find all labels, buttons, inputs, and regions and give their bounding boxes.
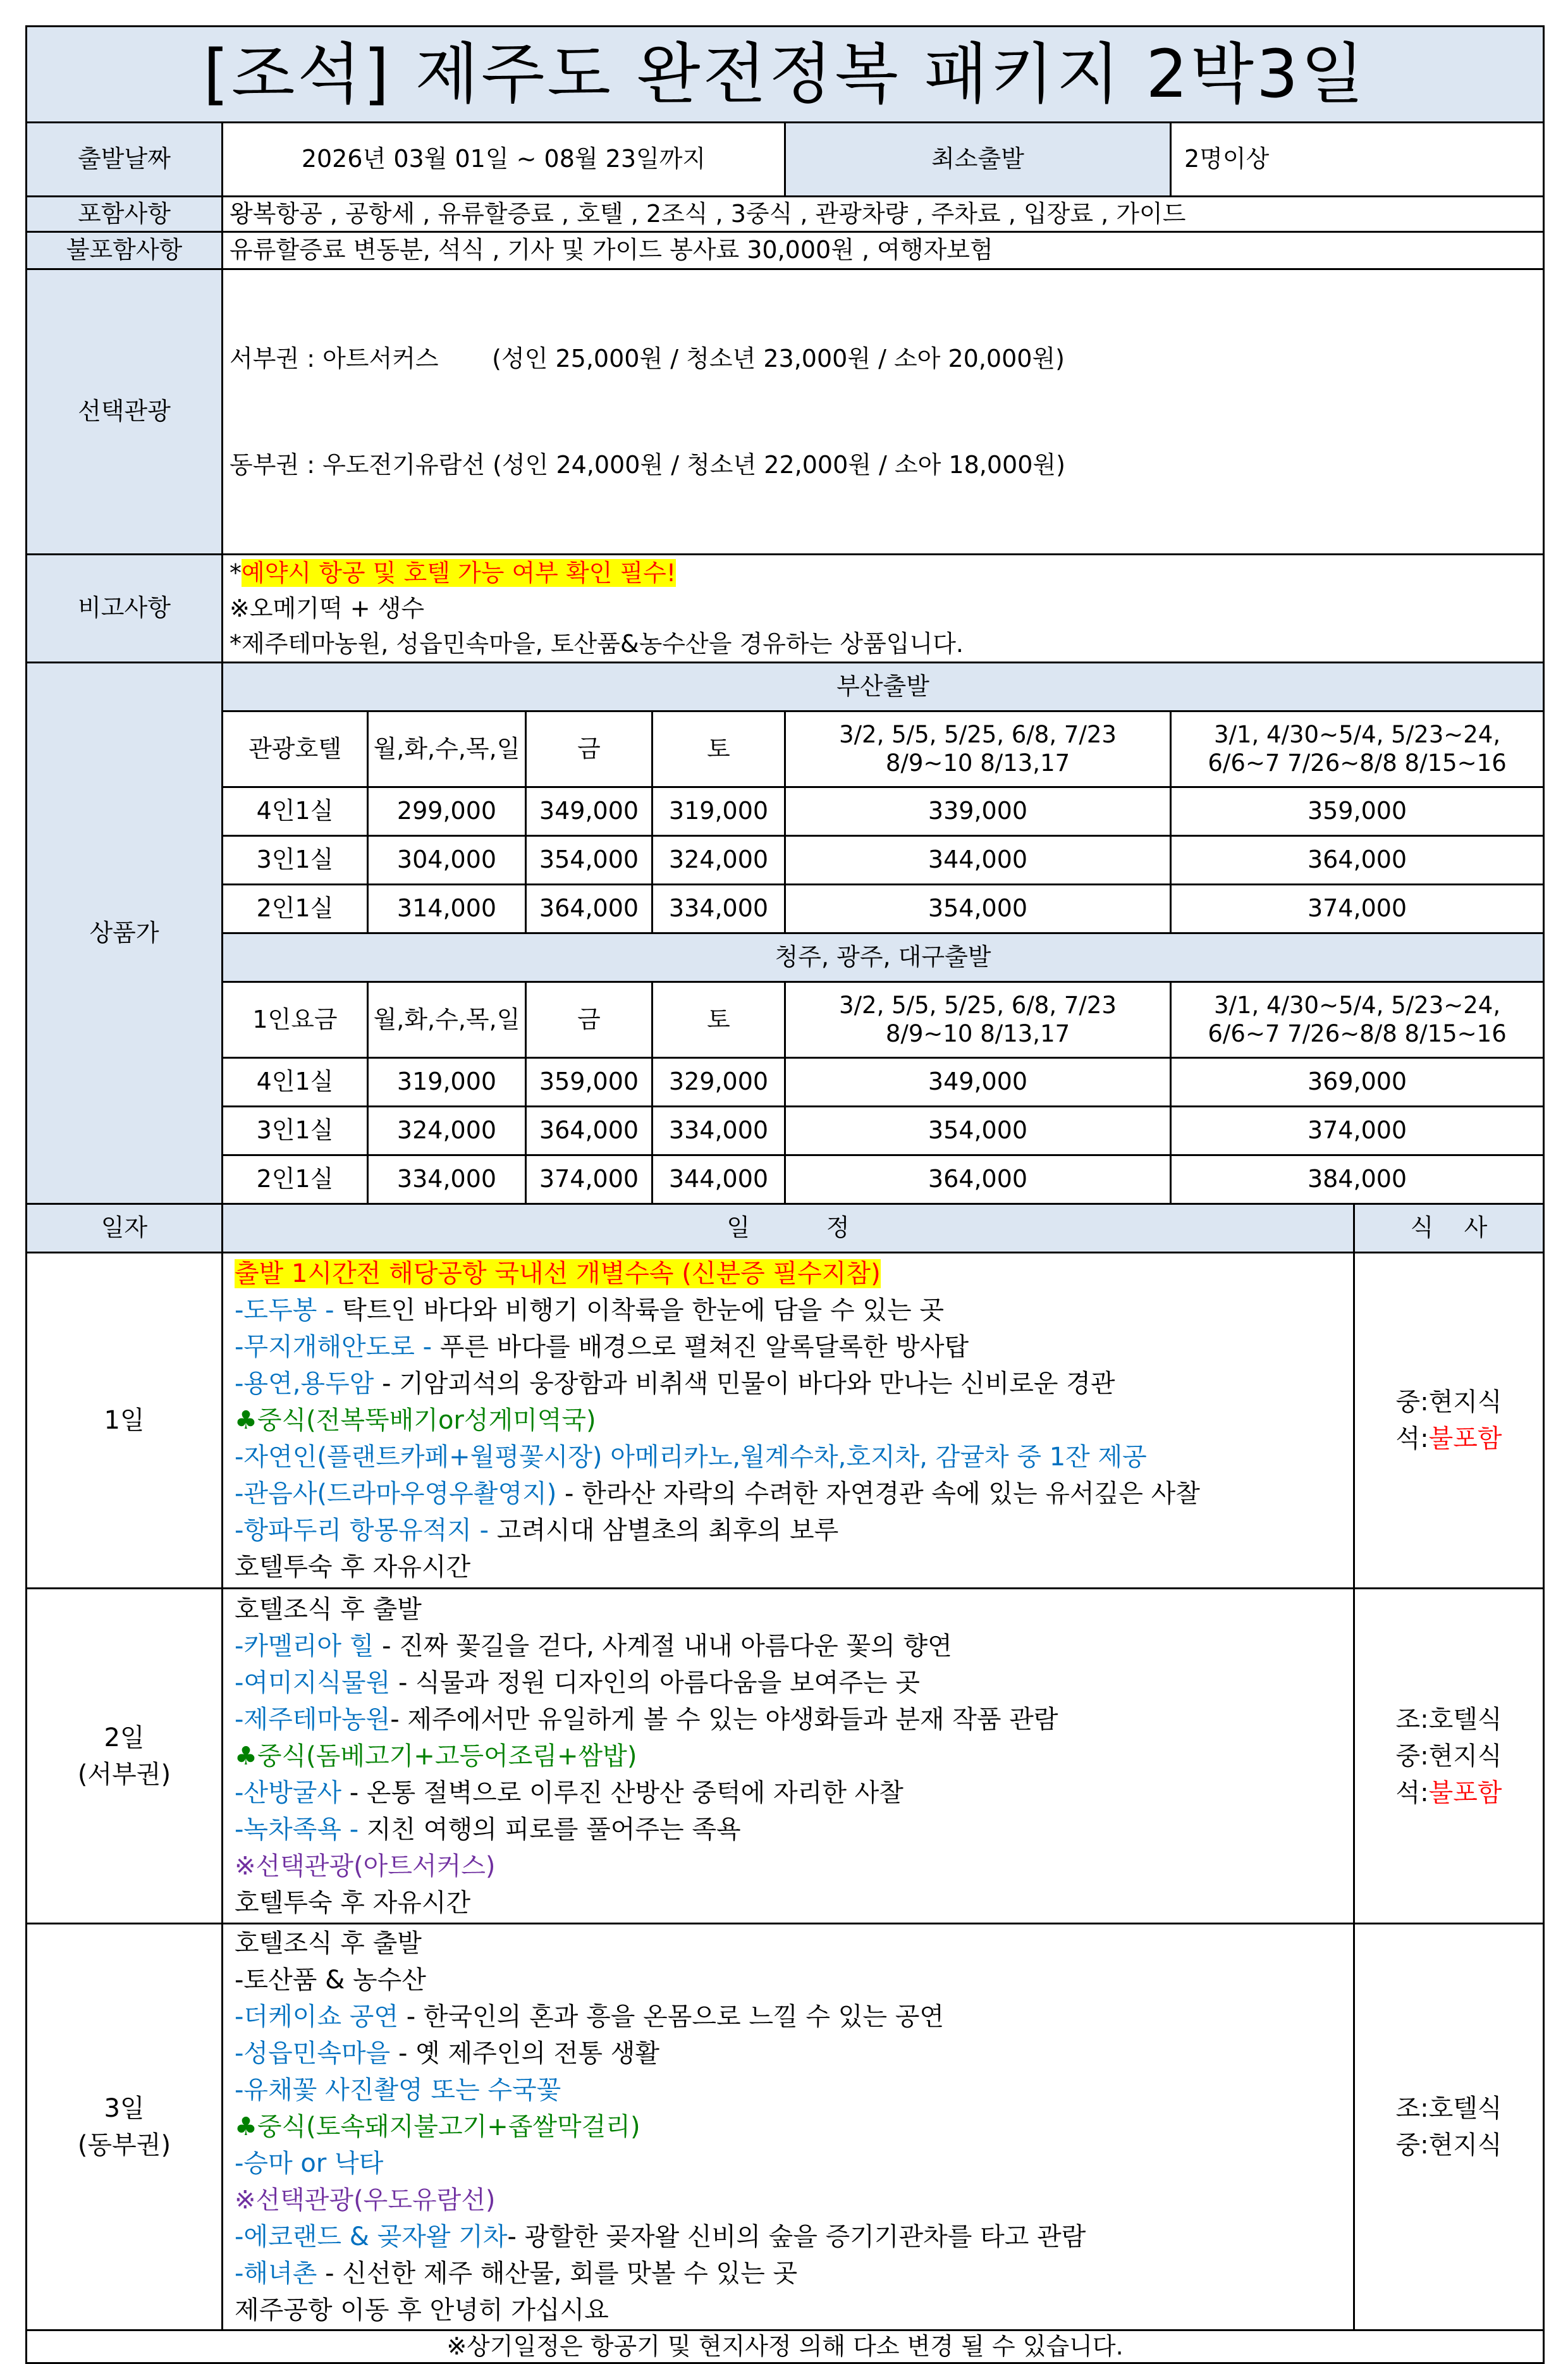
- price-cell: 354,000: [785, 1107, 1171, 1155]
- price-cell: 319,000: [368, 1058, 526, 1107]
- schedule-line: 제주공항 이동 후 안녕히 가십시요: [235, 2296, 609, 2325]
- optional-tour-value: [223, 269, 1544, 555]
- schedule-line: -녹차족욕 - 지친 여행의 피로를 풀어주는 족욕: [235, 1814, 741, 1844]
- schedule-line: -성읍민속마을 - 옛 제주인의 전통 생활: [235, 2039, 660, 2068]
- price-cell: 344,000: [785, 836, 1171, 885]
- schedule-line: -여미지식물원 - 식물과 정원 디자인의 아름다움을 보여주는 곳: [235, 1668, 920, 1697]
- price-cell: 374,000: [526, 1155, 652, 1204]
- meal-line: 중:현지식: [1395, 1741, 1502, 1771]
- price-label: 상품가: [27, 663, 223, 1204]
- remarks-value: [223, 555, 1544, 663]
- schedule-line: -유채꽃 사진촬영 또는 수국꽃: [235, 2076, 561, 2105]
- price-cell: 2인1실: [223, 1155, 368, 1204]
- schedule-line: -더케이쇼 공연 - 한국인의 혼과 흥을 온몸으로 느낄 수 있는 공연: [235, 2002, 945, 2031]
- remark-2: ※오메기떡 + 생수: [230, 594, 425, 622]
- price-cell: 364,000: [526, 885, 652, 933]
- schedule-line: ※선택관광(우도유람선): [235, 2186, 496, 2215]
- remark-3: *제주테마농원, 성읍민속마을, 토산품&농수산을 경유하는 상품입니다.: [230, 630, 964, 658]
- price-cell: 324,000: [368, 1107, 526, 1155]
- meal-line: 석:불포함: [1395, 1778, 1502, 1807]
- price-cell: 314,000: [368, 885, 526, 933]
- price-header-cell: 3/1, 4/30~5/4, 5/23~24, 6/6~7 7/26~8/8 8/15~16: [1171, 982, 1544, 1058]
- schedule-line: -카멜리아 힐 - 진짜 꽃길을 걷다, 사계절 내내 아름다운 꽃의 향연: [235, 1631, 952, 1661]
- price-cell: 334,000: [368, 1155, 526, 1204]
- package-sheet: [25, 25, 1543, 2364]
- price-cell: 339,000: [785, 787, 1171, 836]
- price-cell: 349,000: [526, 787, 652, 836]
- optional-tour-west: 서부권 : 아트서커스 (성인 25,000원 / 청소년 23,000원 / 소아 20,000원): [230, 345, 1065, 372]
- price-header-cell: 토: [652, 711, 785, 787]
- price-cell: 364,000: [1171, 836, 1544, 885]
- price-cell: 364,000: [785, 1155, 1171, 1204]
- excluded-label: 불포함사항: [27, 232, 223, 269]
- price-cell: 364,000: [526, 1107, 652, 1155]
- excluded-value: 유류할증료 변동분, 석식 , 기사 및 가이드 봉사료 30,000원 , 여행자보험: [223, 232, 1544, 269]
- itinerary-header-schedule: 일 정: [223, 1204, 1354, 1253]
- price-header-cell: 금: [526, 711, 652, 787]
- price-cell: 349,000: [785, 1058, 1171, 1107]
- info-table: [25, 25, 1545, 663]
- price-header-cell: 3/2, 5/5, 5/25, 6/8, 7/23 8/9~10 8/13,17: [785, 982, 1171, 1058]
- price-cell: 384,000: [1171, 1155, 1544, 1204]
- price-header-cell: 3/1, 4/30~5/4, 5/23~24, 6/6~7 7/26~8/8 8/15~16: [1171, 711, 1544, 787]
- price-header-cell: 3/2, 5/5, 5/25, 6/8, 7/23 8/9~10 8/13,17: [785, 711, 1171, 787]
- meal-line: 조:호텔식: [1395, 1704, 1502, 1734]
- min-departure-label: 최소출발: [785, 123, 1171, 197]
- itinerary-day-row: [27, 1589, 1544, 1924]
- schedule-line: 호텔투숙 후 자유시간: [235, 1553, 471, 1582]
- price-cell: 374,000: [1171, 1107, 1544, 1155]
- price-cell: 374,000: [1171, 885, 1544, 933]
- schedule-line: -도두봉 - 탁트인 바다와 비행기 이착륙을 한눈에 담을 수 있는 곳: [235, 1296, 945, 1325]
- price-header-cell: 관광호텔: [223, 711, 368, 787]
- schedule-line: ♣중식(전복뚝배기or성게미역국): [235, 1406, 596, 1435]
- price-cell: 304,000: [368, 836, 526, 885]
- included-label: 포함사항: [27, 197, 223, 232]
- itinerary-day-row: [27, 1253, 1544, 1589]
- price-cell: 334,000: [652, 885, 785, 933]
- price-row: [27, 1155, 1544, 1204]
- price-header-cell: 금: [526, 982, 652, 1058]
- price-cell: 3인1실: [223, 1107, 368, 1155]
- price-row: [27, 1107, 1544, 1155]
- schedule-line: ♣중식(토속돼지불고기+좁쌀막걸리): [235, 2112, 640, 2141]
- price-row: [27, 1058, 1544, 1107]
- price-cell: 2인1실: [223, 885, 368, 933]
- itinerary-meals: [1354, 1253, 1544, 1589]
- price-cell: 299,000: [368, 787, 526, 836]
- itinerary-table: [25, 1203, 1545, 2364]
- meal-line: 중:현지식: [1395, 2131, 1502, 2160]
- price-cell: 354,000: [526, 836, 652, 885]
- schedule-line: -제주테마농원- 제주에서만 유일하게 볼 수 있는 야생화들과 분재 작품 관람: [235, 1704, 1058, 1734]
- itinerary-day: 1일: [27, 1253, 223, 1589]
- price-row: [27, 787, 1544, 836]
- schedule-line: 출발 1시간전 해당공항 국내선 개별수속 (신분증 필수지참): [235, 1259, 881, 1288]
- schedule-line: -토산품 & 농수산: [235, 1966, 426, 1995]
- price-cell: 324,000: [652, 836, 785, 885]
- itinerary-header-day: 일자: [27, 1204, 223, 1253]
- itinerary-meals: [1354, 1924, 1544, 2330]
- price-cell: 4인1실: [223, 787, 368, 836]
- itinerary-schedule: [223, 1253, 1354, 1589]
- itinerary-schedule: [223, 1589, 1354, 1924]
- schedule-line: 호텔조식 후 출발: [235, 1594, 422, 1624]
- price-cell: 3인1실: [223, 836, 368, 885]
- price-header-cell: 1인요금: [223, 982, 368, 1058]
- price-cell: 359,000: [1171, 787, 1544, 836]
- departure-label: 출발날짜: [27, 123, 223, 197]
- remark-warning: 예약시 항공 및 호텔 가능 여부 확인 필수!: [242, 559, 677, 587]
- price-cell: 354,000: [785, 885, 1171, 933]
- page-title: [조석] 제주도 완전정복 패키지 2박3일: [27, 27, 1544, 123]
- optional-tour-label: 선택관광: [27, 269, 223, 555]
- meal-line: 석:불포함: [1395, 1424, 1502, 1453]
- price-cell: 319,000: [652, 787, 785, 836]
- included-value: 왕복항공 , 공항세 , 유류할증료 , 호텔 , 2조식 , 3중식 , 관광차량 , 주차료 , 입장료 , 가이드: [223, 197, 1544, 232]
- price-header-cell: 월,화,수,목,일: [368, 982, 526, 1058]
- schedule-line: -자연인(플랜트카페+월평꽃시장) 아메리카노,월계수차,호지차, 감귤차 중 1잔 제공: [235, 1443, 1147, 1472]
- meal-line: 중:현지식: [1395, 1388, 1502, 1417]
- departure-value: 2026년 03월 01일 ~ 08월 23일까지: [223, 123, 785, 197]
- price-cell: 344,000: [652, 1155, 785, 1204]
- footer-note: ※상기일정은 항공기 및 현지사정 의해 다소 변경 될 수 있습니다.: [27, 2330, 1544, 2363]
- itinerary-header-meals: 식 사: [1354, 1204, 1544, 1253]
- schedule-line: 호텔조식 후 출발: [235, 1929, 422, 1958]
- price-table: [25, 662, 1545, 1205]
- price-header-cell: 월,화,수,목,일: [368, 711, 526, 787]
- schedule-line: -항파두리 항몽유적지 - 고려시대 삼별초의 최후의 보루: [235, 1516, 839, 1545]
- price-row: [27, 836, 1544, 885]
- schedule-line: ♣중식(돔베고기+고등어조림+쌈밥): [235, 1741, 637, 1771]
- price-cell: 359,000: [526, 1058, 652, 1107]
- price-cell: 329,000: [652, 1058, 785, 1107]
- itinerary-day: 3일 (동부권): [27, 1924, 223, 2330]
- price-section-title: 부산출발: [223, 663, 1544, 711]
- itinerary-meals: [1354, 1589, 1544, 1924]
- itinerary-day-row: [27, 1924, 1544, 2330]
- schedule-line: -산방굴사 - 온통 절벽으로 이루진 산방산 중턱에 자리한 사찰: [235, 1778, 903, 1807]
- price-header-cell: 토: [652, 982, 785, 1058]
- optional-tour-east: 동부권 : 우도전기유람선 (성인 24,000원 / 청소년 22,000원 / 소아 18,000원): [230, 451, 1065, 479]
- price-row: [27, 885, 1544, 933]
- price-cell: 369,000: [1171, 1058, 1544, 1107]
- price-cell: 4인1실: [223, 1058, 368, 1107]
- min-departure-value: 2명이상: [1171, 123, 1544, 197]
- itinerary-day: 2일 (서부권): [27, 1589, 223, 1924]
- schedule-line: 호텔투숙 후 자유시간: [235, 1888, 471, 1918]
- schedule-line: ※선택관광(아트서커스): [235, 1851, 496, 1881]
- remarks-label: 비고사항: [27, 555, 223, 663]
- schedule-line: -용연,용두암 - 기암괴석의 웅장함과 비취색 민물이 바다와 만나는 신비로운 경관: [235, 1369, 1115, 1398]
- schedule-line: -승마 or 낙타: [235, 2149, 384, 2178]
- itinerary-schedule: [223, 1924, 1354, 2330]
- schedule-line: -무지개해안도로 - 푸른 바다를 배경으로 펼쳐진 알록달록한 방사탑: [235, 1333, 969, 1362]
- remark-1: *예약시 항공 및 호텔 가능 여부 확인 필수!: [230, 559, 677, 587]
- price-cell: 334,000: [652, 1107, 785, 1155]
- schedule-line: -에코랜드 & 곶자왈 기차- 광할한 곶자왈 신비의 숲을 증기기관차를 타고 관람: [235, 2222, 1086, 2251]
- schedule-line: -관음사(드라마우영우촬영지) - 한라산 자락의 수려한 자연경관 속에 있는 유서깊은 사찰: [235, 1479, 1200, 1508]
- price-section-title: 청주, 광주, 대구출발: [223, 933, 1544, 982]
- meal-line: 조:호텔식: [1395, 2094, 1502, 2123]
- schedule-line: -해녀촌 - 신선한 제주 해산물, 회를 맛볼 수 있는 곳: [235, 2259, 798, 2288]
